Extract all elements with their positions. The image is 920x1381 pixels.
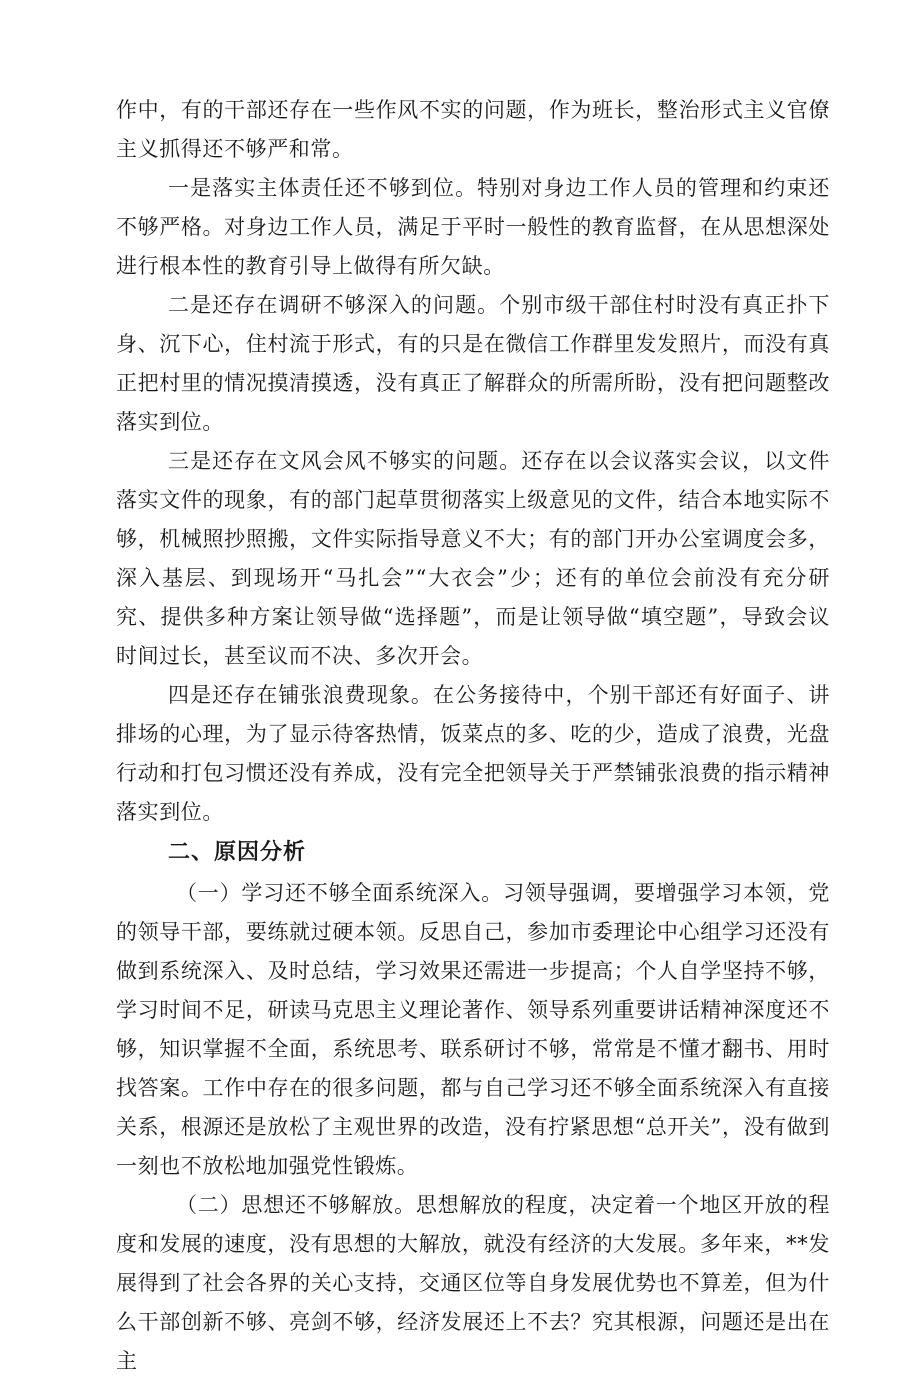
paragraph-analysis-one: （一）学习还不够全面系统深入。习领导强调，要增强学习本领，党的领导干部，要练就过硬本领。反思自己，参加市委理论中心组学习还没有做到系统深入、及时总结，学习效果还需进一步提高；个人自学坚持不够，学习时间不足，研读马克思主义理论著作、领导系列重要讲话精神深度还不够，知识掌握不全面，系统思考、联系研讨不够，常常是不懂才翻书、用时找答案。工作中存在的很多问题，都与自己学习还不够全面系统深入有直接关系，根源还是放松了主观世界的改造，没有拧紧思想“总开关”，没有做到一刻也不放松地加强党性锻炼。 bbox=[116, 881, 830, 1178]
section-heading: 二、原因分析 bbox=[168, 840, 307, 865]
paragraph-point-two: 二是还存在调研不够深入的问题。个别市级干部住村时没有真正扑下身、沉下心，住村流于形式，有的只是在微信工作群里发发照片，而没有真正把村里的情况摸清摸透，没有真正了解群众的所需所盼，没有把问题整改落实到位。 bbox=[116, 293, 830, 434]
document-body bbox=[116, 91, 830, 1381]
paragraph-point-four: 四是还存在铺张浪费现象。在公务接待中，个别干部还有好面子、讲排场的心理，为了显示待客热情，饭菜点的多、吃的少，造成了浪费，光盘行动和打包习惯还没有养成，没有完全把领导关于严禁铺张浪费的指示精神落实到位。 bbox=[116, 683, 830, 824]
paragraph-point-one: 一是落实主体责任还不够到位。特别对身边工作人员的管理和约束还不够严格。对身边工作人员，满足于平时一般性的教育监督，在从思想深处进行根本性的教育引导上做得有所欠缺。 bbox=[116, 176, 830, 278]
paragraph-continuation: 作中，有的干部还存在一些作风不实的问题，作为班长，整治形式主义官僚主义抓得还不够严和常。 bbox=[116, 98, 830, 161]
paragraph-point-three: 三是还存在文风会风不够实的问题。还存在以会议落实会议，以文件落实文件的现象，有的部门起草贯彻落实上级意见的文件，结合本地实际不够，机械照抄照搬，文件实际指导意义不大；有的部门开办公室调度会多，深入基层、到现场开“马扎会”“大衣会”少；还有的单位会前没有充分研究、提供多种方案让领导做“选择题”，而是让领导做“填空题”，导致会议时间过长，甚至议而不决、多次开会。 bbox=[116, 449, 830, 668]
paragraph-analysis-two: （二）思想还不够解放。思想解放的程度，决定着一个地区开放的程度和发展的速度，没有思想的大解放，就没有经济的大发展。多年来，**发展得到了社会各界的关心支持，交通区位等自身发展优势也不算差，但为什么干部创新不够、亮剑不够，经济发展还上不去？究其根源，问题还是出在主 bbox=[116, 1193, 830, 1373]
